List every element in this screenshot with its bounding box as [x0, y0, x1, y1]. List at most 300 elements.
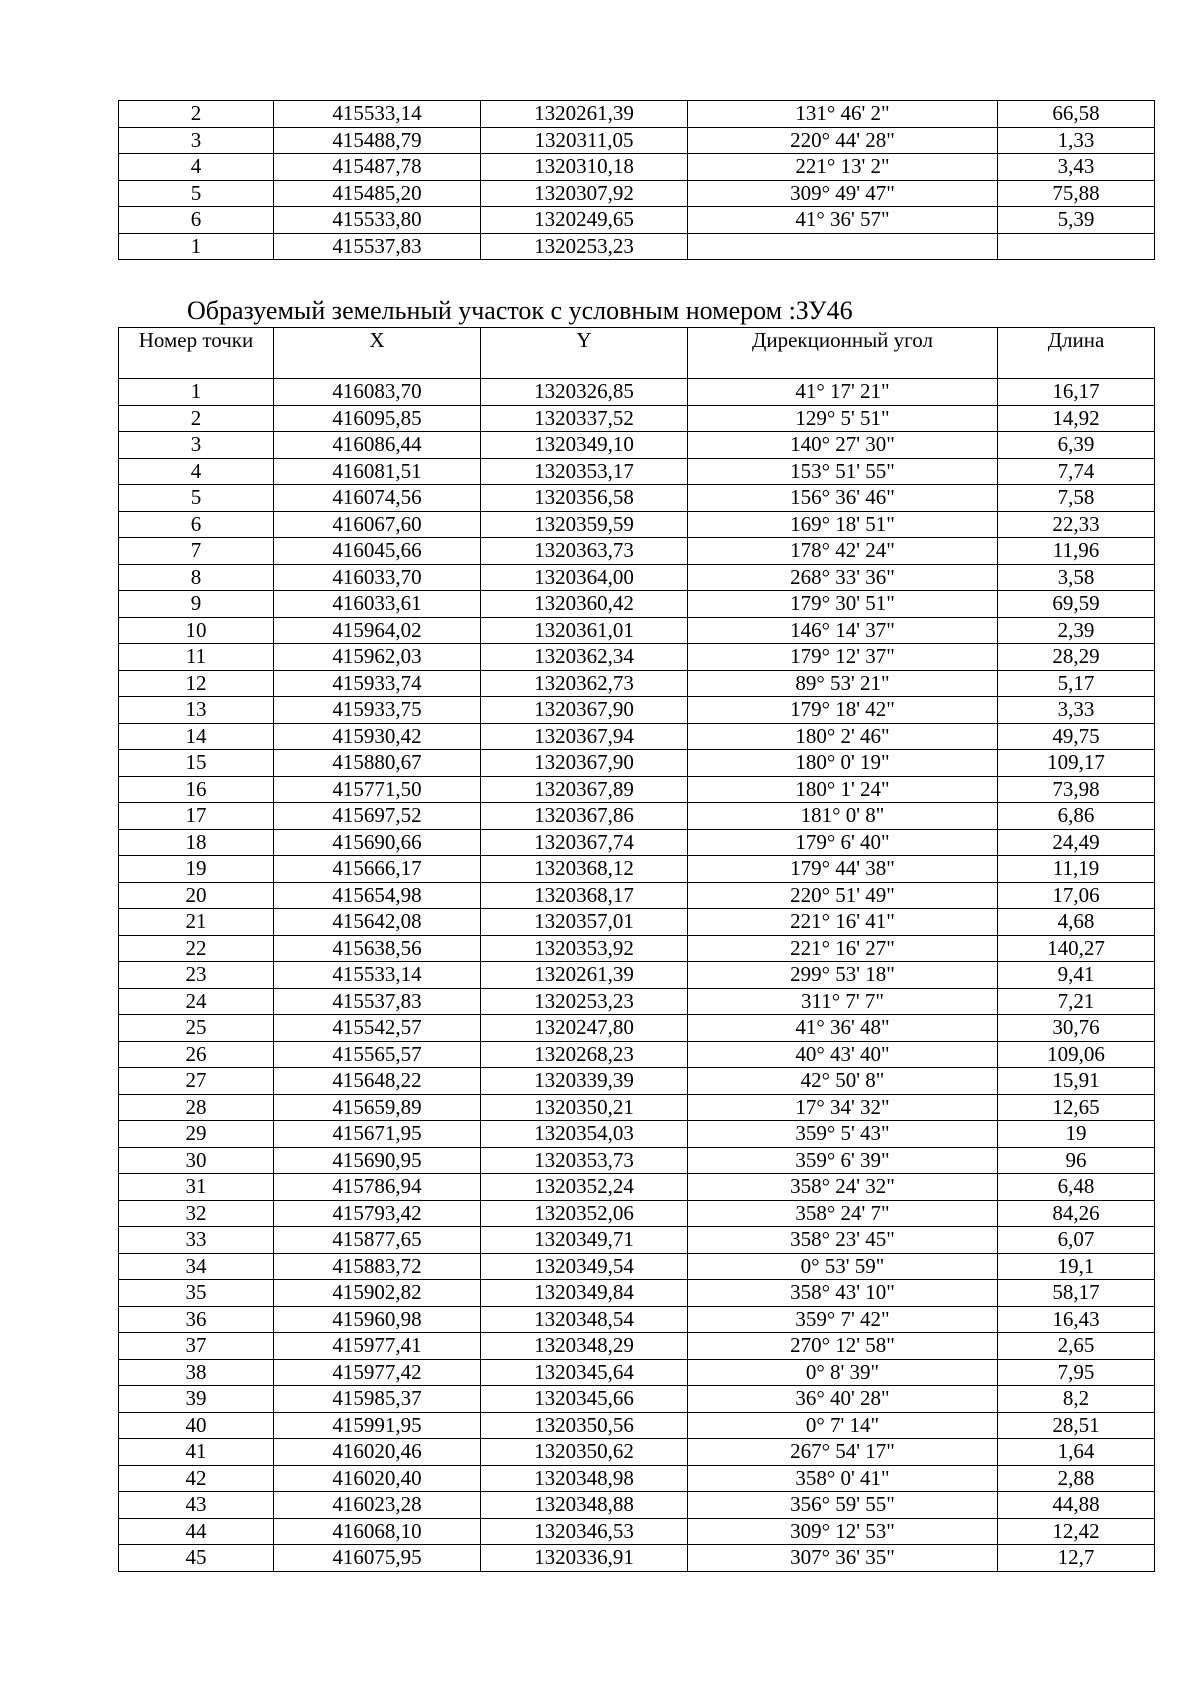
table-row: [119, 511, 1155, 538]
cell-length: 24,49: [998, 829, 1155, 856]
cell-y: 1320247,80: [481, 1015, 688, 1042]
cell-point-number: 25: [119, 1015, 274, 1042]
table-row: [119, 1121, 1155, 1148]
table-row: [119, 750, 1155, 777]
cell-x: 416020,40: [274, 1465, 481, 1492]
cell-x: 415793,42: [274, 1200, 481, 1227]
cell-x: 415977,41: [274, 1333, 481, 1360]
cell-y: 1320349,54: [481, 1253, 688, 1280]
cell-point-number: 4: [119, 154, 274, 181]
header-row: [119, 328, 1155, 379]
header-y: Y: [481, 328, 688, 379]
cell-point-number: 1: [119, 379, 274, 406]
cell-direction-angle: 358° 23' 45": [688, 1227, 998, 1254]
cell-y: 1320361,01: [481, 617, 688, 644]
cell-x: 415533,14: [274, 962, 481, 989]
cell-point-number: 7: [119, 538, 274, 565]
cell-x: 415985,37: [274, 1386, 481, 1413]
cell-length: 15,91: [998, 1068, 1155, 1095]
cell-direction-angle: 358° 24' 32": [688, 1174, 998, 1201]
cell-direction-angle: 169° 18' 51": [688, 511, 998, 538]
cell-y: 1320353,17: [481, 458, 688, 485]
cell-point-number: 36: [119, 1306, 274, 1333]
cell-y: 1320345,64: [481, 1359, 688, 1386]
cell-direction-angle: 359° 7' 42": [688, 1306, 998, 1333]
cell-point-number: 34: [119, 1253, 274, 1280]
table-row: [119, 1253, 1155, 1280]
cell-point-number: 23: [119, 962, 274, 989]
cell-point-number: 18: [119, 829, 274, 856]
cell-point-number: 37: [119, 1333, 274, 1360]
table-row: [119, 856, 1155, 883]
cell-direction-angle: 131° 46' 2": [688, 101, 998, 128]
table-row: [119, 154, 1155, 181]
cell-y: 1320307,92: [481, 180, 688, 207]
cell-direction-angle: 41° 36' 57": [688, 207, 998, 234]
cell-length: 3,58: [998, 564, 1155, 591]
table-row: [119, 776, 1155, 803]
cell-length: 3,33: [998, 697, 1155, 724]
cell-length: 2,65: [998, 1333, 1155, 1360]
cell-direction-angle: 41° 17' 21": [688, 379, 998, 406]
cell-x: 415487,78: [274, 154, 481, 181]
cell-x: 415671,95: [274, 1121, 481, 1148]
cell-x: 415533,14: [274, 101, 481, 128]
table-row: [119, 207, 1155, 234]
table-row: [119, 617, 1155, 644]
cell-direction-angle: 179° 30' 51": [688, 591, 998, 618]
cell-direction-angle: 358° 24' 7": [688, 1200, 998, 1227]
cell-point-number: 45: [119, 1545, 274, 1572]
cell-x: 415930,42: [274, 723, 481, 750]
cell-direction-angle: 267° 54' 17": [688, 1439, 998, 1466]
cell-x: 415962,03: [274, 644, 481, 671]
cell-length: 17,06: [998, 882, 1155, 909]
cell-length: 7,95: [998, 1359, 1155, 1386]
cell-point-number: 24: [119, 988, 274, 1015]
table-row: [119, 405, 1155, 432]
cell-direction-angle: 146° 14' 37": [688, 617, 998, 644]
cell-x: 415964,02: [274, 617, 481, 644]
cell-point-number: 8: [119, 564, 274, 591]
cell-y: 1320337,52: [481, 405, 688, 432]
cell-y: 1320356,58: [481, 485, 688, 512]
header-x: X: [274, 328, 481, 379]
cell-point-number: 16: [119, 776, 274, 803]
cell-direction-angle: 153° 51' 55": [688, 458, 998, 485]
cell-x: 416023,28: [274, 1492, 481, 1519]
cell-y: 1320311,05: [481, 127, 688, 154]
cell-point-number: 6: [119, 207, 274, 234]
cell-length: 7,74: [998, 458, 1155, 485]
cell-y: 1320367,74: [481, 829, 688, 856]
cell-direction-angle: 358° 0' 41": [688, 1465, 998, 1492]
cell-point-number: 3: [119, 432, 274, 459]
cell-y: 1320339,39: [481, 1068, 688, 1095]
cell-point-number: 4: [119, 458, 274, 485]
cell-direction-angle: 180° 1' 24": [688, 776, 998, 803]
cell-direction-angle: 221° 13' 2": [688, 154, 998, 181]
table-row: [119, 935, 1155, 962]
table-row: [119, 988, 1155, 1015]
cell-direction-angle: 140° 27' 30": [688, 432, 998, 459]
cell-length: 5,17: [998, 670, 1155, 697]
cell-length: 2,88: [998, 1465, 1155, 1492]
cell-length: 28,51: [998, 1412, 1155, 1439]
cell-point-number: 9: [119, 591, 274, 618]
cell-direction-angle: 270° 12' 58": [688, 1333, 998, 1360]
cell-y: 1320348,29: [481, 1333, 688, 1360]
table-row: [119, 1439, 1155, 1466]
cell-x: 416083,70: [274, 379, 481, 406]
cell-y: 1320349,10: [481, 432, 688, 459]
cell-direction-angle: 178° 42' 24": [688, 538, 998, 565]
cell-x: 415977,42: [274, 1359, 481, 1386]
cell-x: 416068,10: [274, 1518, 481, 1545]
table-row: [119, 564, 1155, 591]
cell-length: 6,86: [998, 803, 1155, 830]
cell-y: 1320348,98: [481, 1465, 688, 1492]
cell-direction-angle: 311° 7' 7": [688, 988, 998, 1015]
cell-y: 1320352,06: [481, 1200, 688, 1227]
cell-y: 1320253,23: [481, 988, 688, 1015]
table-row: [119, 670, 1155, 697]
cell-x: 415690,66: [274, 829, 481, 856]
cell-x: 415786,94: [274, 1174, 481, 1201]
cell-x: 415565,57: [274, 1041, 481, 1068]
cell-y: 1320268,23: [481, 1041, 688, 1068]
cell-length: 28,29: [998, 644, 1155, 671]
cell-direction-angle: 220° 51' 49": [688, 882, 998, 909]
cell-direction-angle: 179° 18' 42": [688, 697, 998, 724]
table-row: [119, 1465, 1155, 1492]
table-row: [119, 379, 1155, 406]
cell-point-number: 19: [119, 856, 274, 883]
cell-x: 415666,17: [274, 856, 481, 883]
cell-direction-angle: 129° 5' 51": [688, 405, 998, 432]
table-row: [119, 882, 1155, 909]
cell-length: 6,07: [998, 1227, 1155, 1254]
table-row: [119, 101, 1155, 128]
cell-length: 58,17: [998, 1280, 1155, 1307]
cell-length: 1,33: [998, 127, 1155, 154]
cell-point-number: 38: [119, 1359, 274, 1386]
cell-direction-angle: 0° 7' 14": [688, 1412, 998, 1439]
table-row: [119, 591, 1155, 618]
cell-direction-angle: 180° 2' 46": [688, 723, 998, 750]
cell-length: 6,48: [998, 1174, 1155, 1201]
table-row: [119, 644, 1155, 671]
table-row: [119, 1147, 1155, 1174]
cell-x: 416074,56: [274, 485, 481, 512]
cell-direction-angle: 356° 59' 55": [688, 1492, 998, 1519]
cell-length: 12,7: [998, 1545, 1155, 1572]
table-row: [119, 697, 1155, 724]
cell-x: 416086,44: [274, 432, 481, 459]
top-table-body: [119, 101, 1155, 260]
cell-point-number: 20: [119, 882, 274, 909]
cell-y: 1320367,89: [481, 776, 688, 803]
table-row: [119, 909, 1155, 936]
table-row: [119, 1412, 1155, 1439]
cell-length: 14,92: [998, 405, 1155, 432]
cell-length: 75,88: [998, 180, 1155, 207]
cell-point-number: 22: [119, 935, 274, 962]
cell-direction-angle: 179° 6' 40": [688, 829, 998, 856]
cell-x: 415488,79: [274, 127, 481, 154]
cell-direction-angle: 17° 34' 32": [688, 1094, 998, 1121]
cell-direction-angle: 299° 53' 18": [688, 962, 998, 989]
cell-x: 415690,95: [274, 1147, 481, 1174]
table-row: [119, 127, 1155, 154]
cell-x: 415537,83: [274, 988, 481, 1015]
cell-direction-angle: 221° 16' 41": [688, 909, 998, 936]
cell-x: 415880,67: [274, 750, 481, 777]
table-row: [119, 180, 1155, 207]
cell-y: 1320353,92: [481, 935, 688, 962]
cell-direction-angle: 36° 40' 28": [688, 1386, 998, 1413]
cell-y: 1320310,18: [481, 154, 688, 181]
cell-point-number: 44: [119, 1518, 274, 1545]
table-row: [119, 432, 1155, 459]
cell-direction-angle: 358° 43' 10": [688, 1280, 998, 1307]
cell-length: 69,59: [998, 591, 1155, 618]
table-row: [119, 1359, 1155, 1386]
cell-x: 415697,52: [274, 803, 481, 830]
cell-point-number: 26: [119, 1041, 274, 1068]
cell-point-number: 3: [119, 127, 274, 154]
cell-direction-angle: 0° 8' 39": [688, 1359, 998, 1386]
cell-point-number: 40: [119, 1412, 274, 1439]
table-row: [119, 1227, 1155, 1254]
cell-y: 1320363,73: [481, 538, 688, 565]
cell-length: [998, 233, 1155, 260]
cell-y: 1320353,73: [481, 1147, 688, 1174]
cell-x: 415991,95: [274, 1412, 481, 1439]
cell-direction-angle: 0° 53' 59": [688, 1253, 998, 1280]
header-direction-angle: Дирекционный угол: [688, 328, 998, 379]
cell-direction-angle: 156° 36' 46": [688, 485, 998, 512]
cell-direction-angle: 309° 49' 47": [688, 180, 998, 207]
cell-y: 1320261,39: [481, 101, 688, 128]
table-row: [119, 1200, 1155, 1227]
cell-x: 415654,98: [274, 882, 481, 909]
table-row: [119, 962, 1155, 989]
cell-direction-angle: 180° 0' 19": [688, 750, 998, 777]
table-row: [119, 1306, 1155, 1333]
cell-length: 16,43: [998, 1306, 1155, 1333]
cell-point-number: 31: [119, 1174, 274, 1201]
cell-y: 1320362,34: [481, 644, 688, 671]
cell-length: 109,06: [998, 1041, 1155, 1068]
header-point-number: Номер точки: [119, 328, 274, 379]
table-row: [119, 1492, 1155, 1519]
cell-length: 12,65: [998, 1094, 1155, 1121]
table-row: [119, 803, 1155, 830]
cell-x: 416033,61: [274, 591, 481, 618]
cell-point-number: 43: [119, 1492, 274, 1519]
cell-direction-angle: 268° 33' 36": [688, 564, 998, 591]
cell-y: 1320368,17: [481, 882, 688, 909]
cell-direction-angle: 359° 6' 39": [688, 1147, 998, 1174]
cell-point-number: 17: [119, 803, 274, 830]
cell-length: 66,58: [998, 101, 1155, 128]
cell-point-number: 42: [119, 1465, 274, 1492]
cell-direction-angle: 307° 36' 35": [688, 1545, 998, 1572]
cell-x: 416067,60: [274, 511, 481, 538]
cell-x: 415933,74: [274, 670, 481, 697]
cell-x: 415642,08: [274, 909, 481, 936]
cell-length: 7,58: [998, 485, 1155, 512]
table-row: [119, 1280, 1155, 1307]
cell-point-number: 32: [119, 1200, 274, 1227]
cell-point-number: 33: [119, 1227, 274, 1254]
cell-y: 1320346,53: [481, 1518, 688, 1545]
cell-point-number: 39: [119, 1386, 274, 1413]
cell-point-number: 15: [119, 750, 274, 777]
table-row: [119, 723, 1155, 750]
cell-direction-angle: 179° 12' 37": [688, 644, 998, 671]
cell-y: 1320367,94: [481, 723, 688, 750]
cell-length: 7,21: [998, 988, 1155, 1015]
cell-point-number: 35: [119, 1280, 274, 1307]
cell-y: 1320357,01: [481, 909, 688, 936]
cell-point-number: 21: [119, 909, 274, 936]
cell-length: 16,17: [998, 379, 1155, 406]
table-row: [119, 1518, 1155, 1545]
table-row: [119, 1333, 1155, 1360]
cell-length: 3,43: [998, 154, 1155, 181]
cell-x: 415933,75: [274, 697, 481, 724]
cell-point-number: 14: [119, 723, 274, 750]
cell-x: 415542,57: [274, 1015, 481, 1042]
cell-y: 1320362,73: [481, 670, 688, 697]
cell-length: 2,39: [998, 617, 1155, 644]
cell-length: 19: [998, 1121, 1155, 1148]
cell-x: 416075,95: [274, 1545, 481, 1572]
cell-length: 11,96: [998, 538, 1155, 565]
table-row: [119, 1015, 1155, 1042]
cell-y: 1320350,56: [481, 1412, 688, 1439]
cell-length: 4,68: [998, 909, 1155, 936]
cell-x: 416095,85: [274, 405, 481, 432]
cell-y: 1320253,23: [481, 233, 688, 260]
cell-y: 1320261,39: [481, 962, 688, 989]
table-row: [119, 1386, 1155, 1413]
cell-y: 1320359,59: [481, 511, 688, 538]
cell-point-number: 2: [119, 101, 274, 128]
cell-x: 415648,22: [274, 1068, 481, 1095]
cell-y: 1320367,90: [481, 697, 688, 724]
cell-length: 5,39: [998, 207, 1155, 234]
cell-y: 1320354,03: [481, 1121, 688, 1148]
table-row: [119, 538, 1155, 565]
cell-point-number: 2: [119, 405, 274, 432]
cell-length: 30,76: [998, 1015, 1155, 1042]
cell-point-number: 30: [119, 1147, 274, 1174]
cell-point-number: 41: [119, 1439, 274, 1466]
cell-x: 416081,51: [274, 458, 481, 485]
cell-x: 415902,82: [274, 1280, 481, 1307]
cell-y: 1320348,54: [481, 1306, 688, 1333]
cell-x: 415659,89: [274, 1094, 481, 1121]
cell-y: 1320349,84: [481, 1280, 688, 1307]
cell-direction-angle: 181° 0' 8": [688, 803, 998, 830]
cell-x: 415533,80: [274, 207, 481, 234]
cell-length: 84,26: [998, 1200, 1155, 1227]
cell-direction-angle: 40° 43' 40": [688, 1041, 998, 1068]
cell-direction-angle: 41° 36' 48": [688, 1015, 998, 1042]
cell-x: 415883,72: [274, 1253, 481, 1280]
cell-y: 1320367,90: [481, 750, 688, 777]
cell-length: 12,42: [998, 1518, 1155, 1545]
cell-x: 416045,66: [274, 538, 481, 565]
section-title: Образуемый земельный участок с условным номером :ЗУ46: [187, 296, 853, 325]
cell-length: 11,19: [998, 856, 1155, 883]
cell-y: 1320345,66: [481, 1386, 688, 1413]
cell-direction-angle: 89° 53' 21": [688, 670, 998, 697]
cell-length: 96: [998, 1147, 1155, 1174]
cell-y: 1320350,62: [481, 1439, 688, 1466]
cell-direction-angle: 220° 44' 28": [688, 127, 998, 154]
cell-point-number: 6: [119, 511, 274, 538]
table-row: [119, 1094, 1155, 1121]
table-row: [119, 1041, 1155, 1068]
table-row: [119, 233, 1155, 260]
cell-length: 140,27: [998, 935, 1155, 962]
cell-point-number: 13: [119, 697, 274, 724]
table-row: [119, 829, 1155, 856]
cell-x: 416020,46: [274, 1439, 481, 1466]
cell-direction-angle: 221° 16' 27": [688, 935, 998, 962]
cell-y: 1320360,42: [481, 591, 688, 618]
cell-length: 44,88: [998, 1492, 1155, 1519]
cell-x: 415485,20: [274, 180, 481, 207]
cell-point-number: 27: [119, 1068, 274, 1095]
top-coordinates-table: [118, 100, 1155, 260]
cell-point-number: 11: [119, 644, 274, 671]
cell-length: 109,17: [998, 750, 1155, 777]
table-row: [119, 1545, 1155, 1572]
cell-y: 1320350,21: [481, 1094, 688, 1121]
cell-direction-angle: [688, 233, 998, 260]
cell-length: 8,2: [998, 1386, 1155, 1413]
table-row: [119, 1174, 1155, 1201]
cell-x: 415638,56: [274, 935, 481, 962]
cell-y: 1320326,85: [481, 379, 688, 406]
cell-y: 1320368,12: [481, 856, 688, 883]
cell-x: 415771,50: [274, 776, 481, 803]
cell-y: 1320367,86: [481, 803, 688, 830]
table-row: [119, 458, 1155, 485]
cell-x: 416033,70: [274, 564, 481, 591]
cell-x: 415537,83: [274, 233, 481, 260]
cell-point-number: 10: [119, 617, 274, 644]
cell-length: 1,64: [998, 1439, 1155, 1466]
cell-x: 415960,98: [274, 1306, 481, 1333]
header-length: Длина: [998, 328, 1155, 379]
cell-y: 1320336,91: [481, 1545, 688, 1572]
main-table-body: [119, 379, 1155, 1572]
cell-point-number: 28: [119, 1094, 274, 1121]
cell-point-number: 5: [119, 485, 274, 512]
cell-length: 73,98: [998, 776, 1155, 803]
cell-length: 49,75: [998, 723, 1155, 750]
cell-point-number: 29: [119, 1121, 274, 1148]
cell-y: 1320348,88: [481, 1492, 688, 1519]
cell-x: 415877,65: [274, 1227, 481, 1254]
cell-length: 9,41: [998, 962, 1155, 989]
